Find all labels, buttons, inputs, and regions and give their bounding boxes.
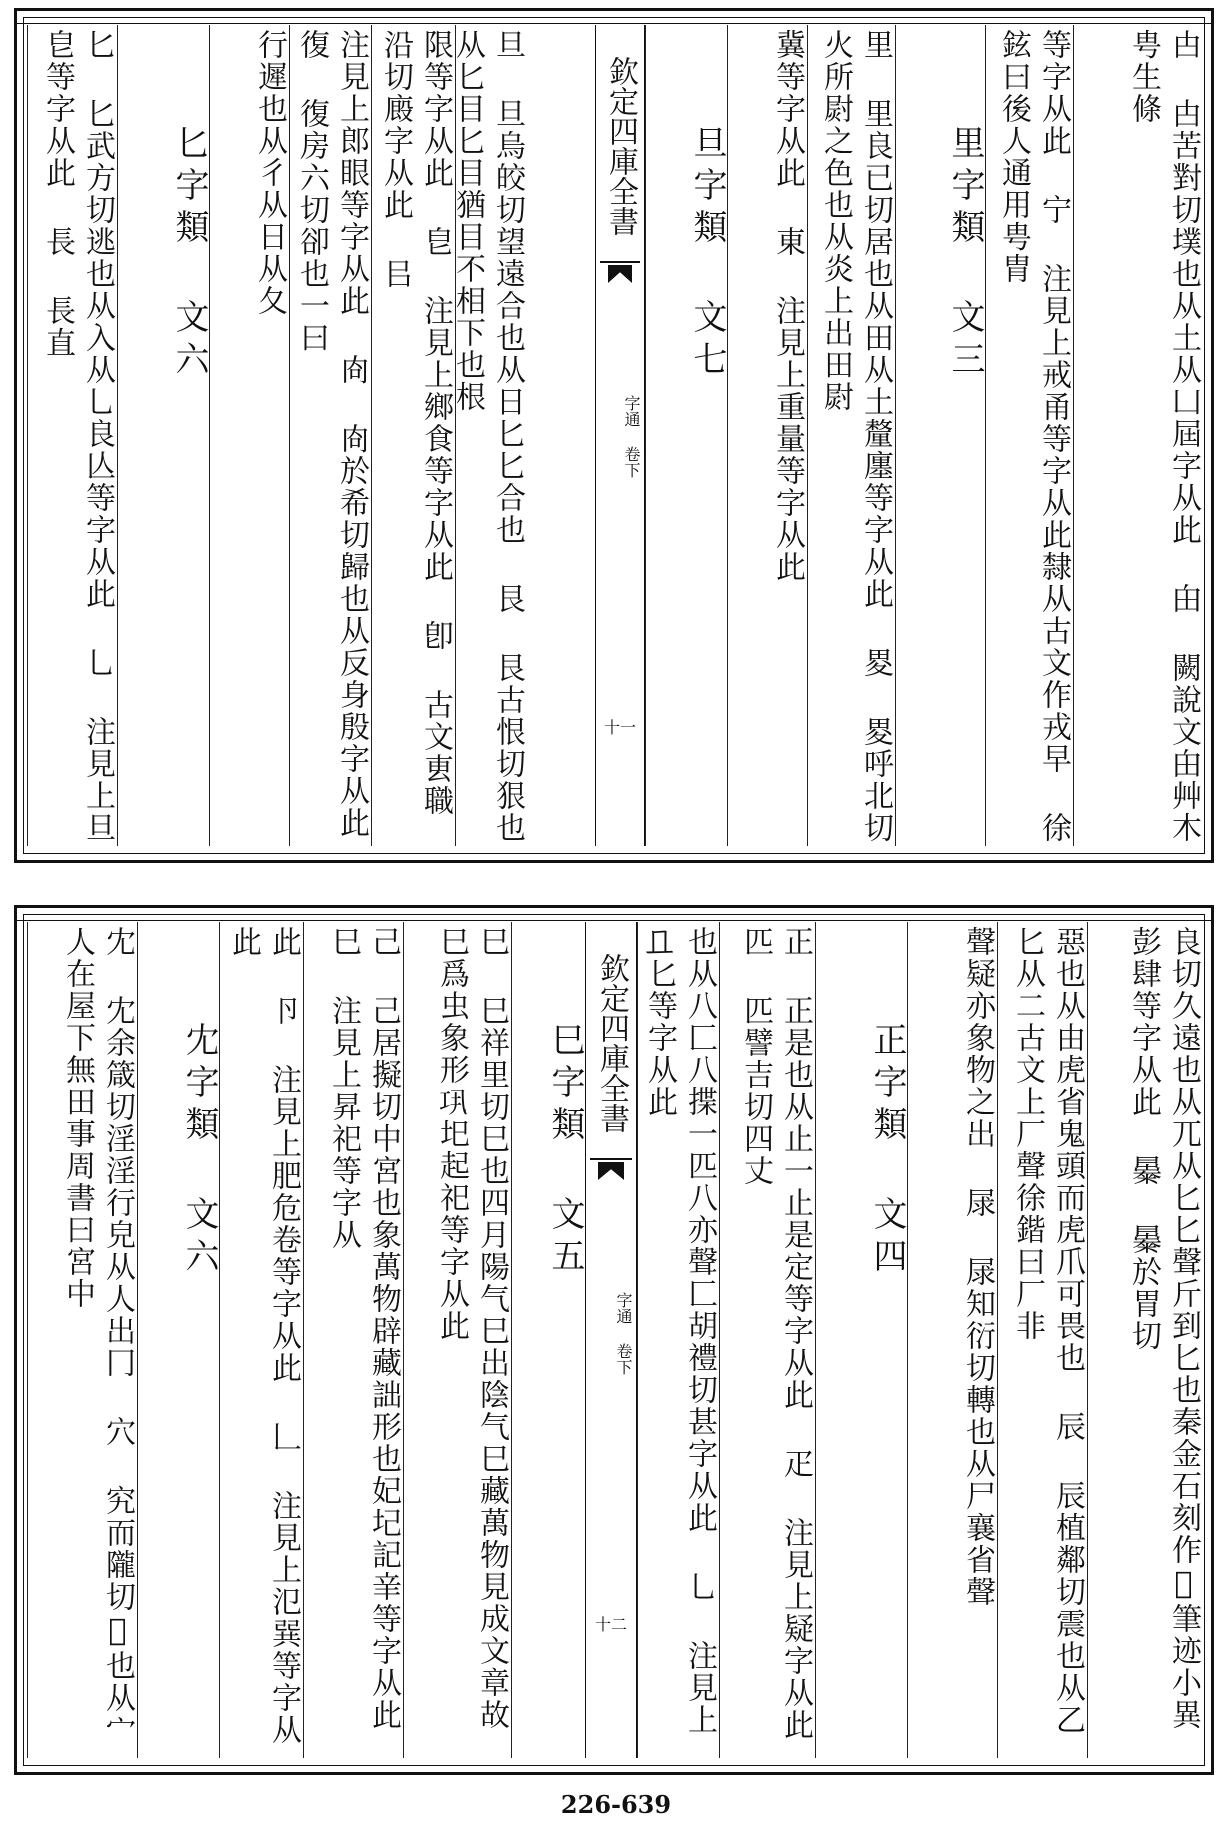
series-title: 欽定四庫全書 xyxy=(600,31,640,263)
top-page xyxy=(14,8,1214,863)
bottom-page xyxy=(14,905,1214,1775)
bottom-left-col-4: 此 卪 注見上肥危卷等字从此 𠃊 注見上氾𢁉等字从此 xyxy=(219,922,303,1758)
page-footer-number: 226-639 xyxy=(560,1790,672,1819)
volume-label: 字通 卷下 xyxy=(614,1292,633,1375)
top-section-heading-bi: 匕字類 文六 xyxy=(117,25,209,846)
bottom-right-col-5: 正 正是也从止一止是定等字从此 疋 注見上疑字从此 匹 匹譬吉切四丈 xyxy=(719,922,815,1758)
series-title: 欽定四庫全書 xyxy=(590,928,632,1160)
top-right-col-5: 冀等字从此 東 注見上重量等字从此 xyxy=(727,25,807,846)
bottom-section-heading-si: 巳字類 文五 xyxy=(511,922,585,1758)
fishtail-ornament xyxy=(608,265,632,283)
top-section-heading-li: 里字類 文三 xyxy=(895,25,985,846)
folio-number: 十二 xyxy=(594,1615,627,1634)
bottom-section-heading-zheng: 正字類 文四 xyxy=(815,922,907,1758)
top-left-col-7: 匕 匕武方切逃也从入从乚良亾等字从此 乚 注見上旦皀等字从此 長 長直 xyxy=(27,25,117,846)
bottom-right-col-3: 聲疑亦象物之出 㞗 㞗知衍切轉也从尸襄省聲 xyxy=(907,922,997,1758)
top-section-heading-dan: 旦字類 文七 xyxy=(645,25,727,846)
fishtail-ornament xyxy=(598,1162,624,1180)
bottom-right-col-2: 惡也从由虎省鬼頭而虎爪可畏也 辰 辰植鄰切震也从乙匕从二古文上厂聲徐鍇曰厂非 xyxy=(997,922,1087,1758)
bottom-left-col-3: 己 己居擬切中宮也象萬物辟藏詘形也妃圮記𨐌等字从此 巳 注見上昇祀等字从 xyxy=(303,922,403,1758)
top-center-column xyxy=(595,25,645,846)
top-left-col-3: 限等字从此 皀 注見上鄉食等字从此 卽 古文叀職沿切廄字从此 㠯 xyxy=(371,25,455,846)
bottom-section-heading-yin: 冘字類 文六 xyxy=(137,922,219,1758)
top-right-col-2: 等字从此 宁 注見上戒甬等字从此隸从古文作戎早 徐鉉曰後人通用甹胄 xyxy=(985,25,1073,846)
bottom-left-col-6: 冘 冘余箴切淫淫行皃从人出冂 穴 究而隴切𣪁也从宀人在屋下無田事周書曰宮中 xyxy=(27,922,137,1758)
top-left-col-4: 注見上郎眼等字从此 㕯 㕯於希切歸也从反身殷字从此 復 復房六切卻也一曰 xyxy=(289,25,371,846)
bottom-right-col-6: 也从八匚八揲一匹八亦聲匚胡禮切甚字从此 乚 注見上𠀃匕等字从此 xyxy=(637,922,719,1758)
folio-number: 十一 xyxy=(603,718,636,737)
bottom-right-col-1: 良切久遠也从兀从匕匕聲斤到匕也秦金石刻作𨱗筆迹小異彭肆等字从此 㬥 㬥於胃切 xyxy=(1087,922,1203,1758)
bottom-center-column xyxy=(585,922,637,1758)
top-left-col-2: 旦 旦烏皎切望遠合也从日匕匕合也 艮 艮古恨切狠也从匕目匕目猶目不相下也根 xyxy=(455,25,527,846)
volume-label: 字通 卷下 xyxy=(622,395,641,478)
bottom-left-col-2: 巳 巳祥里切巳也四月陽气巳出陰气巳藏萬物見成文章故巳爲虫象形𢀜圯起祀等字从此 xyxy=(403,922,511,1758)
top-right-col-4: 里 里良已切居也从田从土釐廛等字从此 畟 畟呼北切火所㷉之色也从炎上出田㷉 xyxy=(807,25,895,846)
top-left-col-5: 行遲也从彳从日从夂 xyxy=(209,25,289,846)
top-right-col-1: 甴 甴苦對切墣也从土从凵屆字从此 甶 闕說文甶艸木甹生條 xyxy=(1073,25,1203,846)
